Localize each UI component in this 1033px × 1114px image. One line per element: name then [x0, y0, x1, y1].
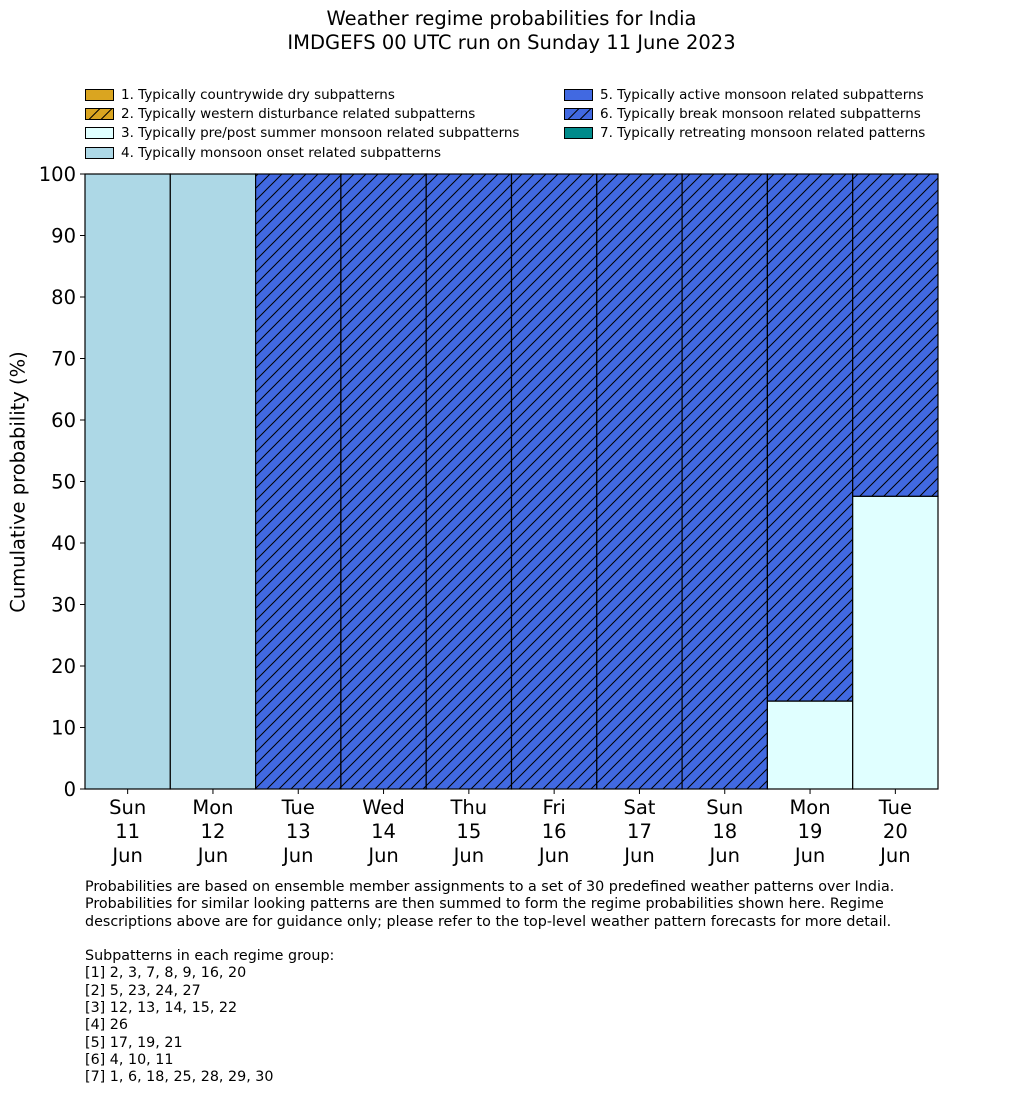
bar-hatch-6-series-6: [512, 174, 597, 789]
bar-hatch-3-series-6: [256, 174, 341, 789]
legend-label: 3. Typically pre/post summer monsoon related subpatterns: [121, 125, 520, 141]
y-tick-label-10: 10: [51, 716, 76, 740]
legend-label: 5. Typically active monsoon related subpatterns: [600, 87, 924, 103]
y-tick-label-60: 60: [51, 409, 76, 432]
bars-group: [85, 174, 938, 789]
legend-label: 7. Typically retreating monsoon related patterns: [600, 125, 926, 141]
y-tick-label-30: 30: [51, 593, 76, 617]
x-tick-label-10: Tue 20 Jun: [878, 796, 913, 867]
x-tick-label-9: Mon 19 Jun: [789, 796, 831, 867]
y-tick-label-70: 70: [51, 347, 76, 371]
bar-hatch-5-series-6: [426, 174, 511, 789]
footer-line-7: [2] 5, 23, 24, 27: [85, 982, 201, 999]
y-tick-label-100: 100: [38, 163, 76, 186]
y-tick-label-90: 90: [51, 224, 76, 248]
footer-notes: [85, 879, 894, 1087]
bar-hatch-4-series-6: [341, 174, 426, 789]
legend-label: 6. Typically break monsoon related subpatterns: [600, 106, 921, 122]
footer-line-1: Probabilities are based on ensemble member assignments to a set of 30 predefined weather patterns over India.: [85, 879, 895, 895]
footer-line-5: Subpatterns in each regime group:: [85, 948, 335, 965]
bar-segment-10-series-3: [853, 496, 938, 789]
y-tick-label-80: 80: [51, 286, 76, 309]
footer-line-4: [85, 931, 894, 948]
chart-title-line-1: Weather regime probabilities for India: [326, 7, 697, 30]
footer-line-2: Probabilities for similar looking patterns are then summed to form the regime probabilities shown here. Regime: [85, 896, 884, 913]
x-tick-label-5: Thu 15 Jun: [450, 796, 488, 867]
bar-hatch-7-series-6: [597, 174, 682, 789]
y-tick-label-0: 0: [63, 778, 76, 801]
bar-hatch-9-series-6: [767, 174, 852, 701]
bar-segment-9-series-3: [767, 701, 852, 789]
legend-label: 1. Typically countrywide dry subpatterns: [121, 87, 395, 103]
footer-line-3: descriptions above are for guidance only; please refer to the top-level weather pattern forecasts for more detail.: [85, 913, 892, 930]
x-tick-label-4: Wed 14 Jun: [362, 796, 405, 867]
footer-line-9: [4] 26: [85, 1017, 128, 1034]
bar-segment-2-series-4: [170, 174, 255, 789]
y-tick-label-20: 20: [51, 655, 76, 678]
legend-label: 2. Typically western disturbance related subpatterns: [121, 106, 476, 122]
bar-hatch-10-series-6: [853, 174, 938, 496]
x-tick-label-1: Sun 11 Jun: [109, 796, 147, 867]
y-tick-label-40: 40: [51, 532, 76, 555]
chart-title-line-2: IMDGEFS 00 UTC run on Sunday 11 June 2023: [287, 31, 736, 54]
x-tick-label-7: Sat 17 Jun: [623, 796, 656, 867]
x-tick-label-6: Fri 16 Jun: [538, 796, 570, 867]
legend-label: 4. Typically monsoon onset related subpatterns: [121, 145, 442, 161]
footer-line-6: [1] 2, 3, 7, 8, 9, 16, 20: [85, 965, 247, 982]
footer-line-12: [7] 1, 6, 18, 25, 28, 29, 30: [85, 1069, 274, 1086]
bar-segment-1-series-4: [85, 174, 170, 789]
footer-line-8: [3] 12, 13, 14, 15, 22: [85, 1000, 238, 1017]
x-tick-label-8: Sun 18 Jun: [706, 796, 744, 867]
x-tick-label-3: Tue 13 Jun: [281, 796, 315, 867]
bar-hatch-8-series-6: [682, 174, 767, 789]
y-tick-label-50: 50: [51, 470, 76, 494]
footer-line-10: [5] 17, 19, 21: [85, 1034, 183, 1051]
footer-line-11: [6] 4, 10, 11: [85, 1051, 174, 1068]
x-tick-label-2: Mon 12 Jun: [192, 796, 234, 867]
